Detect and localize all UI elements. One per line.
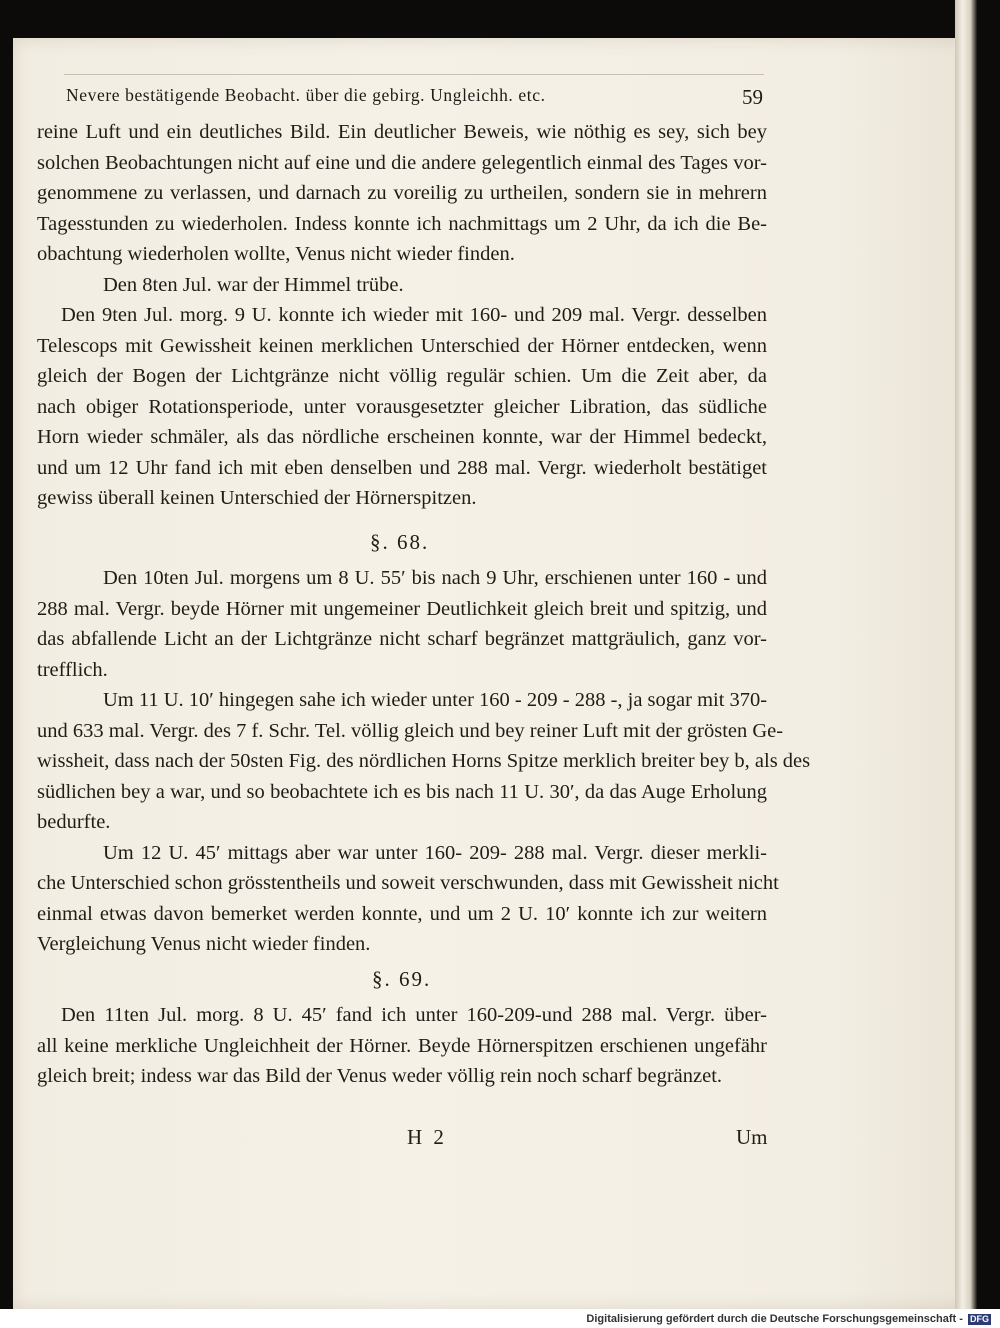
text-line: all keine merkliche Ungleichheit der Hörner. Beyde Hörnerspitzen erschienen ungefähr [37,1034,767,1057]
text-line: reine Luft und ein deutliches Bild. Ein deutlicher Beweis, wie nöthig es sey, sich bey [37,121,767,143]
text-line: Telescops mit Gewissheit keinen merklichen Unterschied der Hörner entdecken, wenn [37,334,767,357]
text-line: gleich der Bogen der Lichtgränze nicht völlig regulär schien. Um die Zeit aber, da [37,365,767,387]
text-block-69 [37,1000,767,1092]
credit-text: Digitalisierung gefördert durch die Deutsche Forschungsgemeinschaft - [586,1313,963,1325]
paragraph [37,563,767,685]
page-number: 59 [742,85,763,109]
text-line: Den 11ten Jul. morg. 8 U. 45′ fand ich unter 160-209-und 288 mal. Vergr. über- [61,1004,767,1026]
text-line: Den 10ten Jul. morgens um 8 U. 55′ bis nach 9 Uhr, erschienen unter 160 - und [103,567,767,589]
text-line: 288 mal. Vergr. beyde Hörner mit ungemeiner Deutlichkeit gleich breit und spitzig, und [37,597,767,620]
text-line: nach obiger Rotationsperiode, unter vorausgesetzter gleicher Libration, das südliche [37,395,767,418]
text-line: che Unterschied schon grösstentheils und soweit verschwunden, dass mit Gewissheit nicht [37,872,779,894]
page-edge [955,0,977,1309]
paragraph [37,117,767,270]
section-heading-69: §. 69. [372,967,432,991]
digitization-credit [586,1313,991,1325]
text-line: gewiss überall keinen Unterschied der Hörnerspitzen. [37,487,477,509]
paragraph [37,300,767,514]
text-line: Tagesstunden zu wiederholen. Indess konnte ich nachmittags um 2 Uhr, da ich die Be- [37,212,767,235]
signature-mark: H 2 [407,1125,447,1149]
paragraph [37,838,779,960]
text-block-intro [37,117,767,514]
text-line: genommene zu verlassen, und darnach zu voreilig zu urtheilen, sondern sie in mehrern [37,182,767,204]
paragraph [37,1000,767,1092]
text-line: trefflich. [37,658,108,681]
text-line: wissheit, dass nach der 50sten Fig. des nördlichen Horns Spitze merklich breiter bey b, als des [37,750,811,772]
text-line: das abfallende Licht an der Lichtgränze nicht scharf begränzet mattgräulich, ganz vor- [37,628,767,650]
text-line: Vergleichung Venus nicht wieder finden. [37,933,371,955]
text-line: Horn wieder schmäler, als das nördliche erscheinen konnte, war der Himmel bedeckt, [37,426,767,448]
paragraph [37,270,767,301]
paragraph [37,685,811,838]
text-line: Den 9ten Jul. morg. 9 U. konnte ich wieder mit 160- und 209 mal. Vergr. desselben [61,304,767,326]
text-line: Um 11 U. 10′ hingegen sahe ich wieder unter 160 - 209 - 288 -, ja sogar mit 370- [103,689,768,711]
catchword: Um [736,1125,768,1149]
text-line: bedurfte. [37,811,111,833]
text-line: solchen Beobachtungen nicht auf eine und die andere gelegentlich einmal des Tages vor- [37,151,767,174]
text-line: und 633 mal. Vergr. des 7 f. Schr. Tel. völlig gleich und bey reiner Luft mit der grösten Ge- [37,719,784,742]
text-line: obachtung wiederholen wollte, Venus nicht wieder finden. [37,243,515,265]
section-heading-68: §. 68. [370,530,430,554]
text-line: und um 12 Uhr fand ich mit eben denselben und 288 mal. Vergr. wiederholt bestätiget [37,456,767,479]
text-line: südlichen bey a war, und so beobachtete ich es bis nach 11 U. 30′, da das Auge Erholung [37,780,767,803]
text-line: Den 8ten Jul. war der Himmel trübe. [103,273,404,296]
text-line: Um 12 U. 45′ mittags aber war unter 160- 209- 288 mal. Vergr. dieser merkli- [103,841,767,864]
header-rule [64,74,764,75]
text-line: einmal etwas davon bemerket werden konnte, und um 2 U. 10′ konnte ich zur weitern [37,902,767,925]
dfg-logo: DFG [970,1313,989,1324]
running-title: Nevere bestätigende Beobacht. über die gebirg. Ungleichh. etc. [66,85,546,105]
text-line: gleich breit; indess war das Bild der Venus weder völlig rein noch scharf begränzet. [37,1065,723,1087]
text-block-68 [37,563,811,960]
